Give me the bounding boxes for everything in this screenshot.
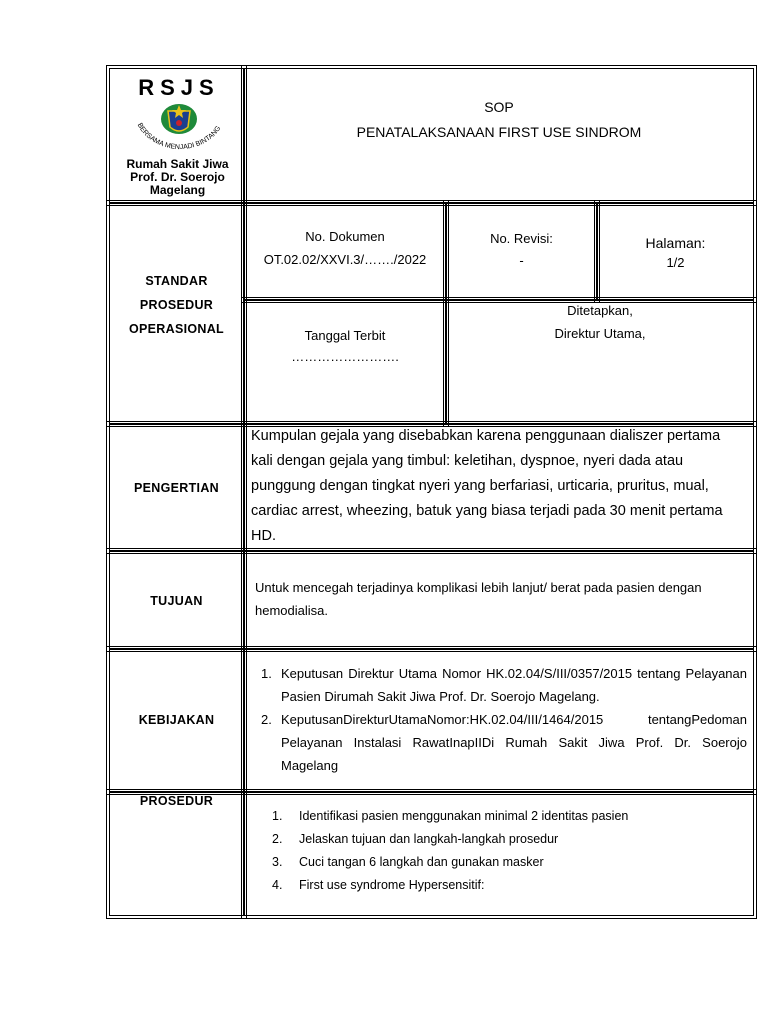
tanggal-terbit-value: ……………………. <box>291 349 399 364</box>
kebijakan-content-cell <box>244 649 754 792</box>
sop-label-line-1: STANDAR <box>145 274 208 288</box>
tujuan-label-cell <box>109 551 244 649</box>
prosedur-content-cell <box>244 792 754 916</box>
sop-document-table <box>109 68 754 916</box>
hospital-name-line-2: Prof. Dr. Soerojo <box>130 170 225 184</box>
kebijakan-item-1: 1. Keputusan Direktur Utama Nomor HK.02.04/S/III/0357/2015 tentang Pelayanan Pasien Dirumah Sakit Jiwa Prof. Dr. Soerojo Magelang. <box>261 666 747 704</box>
title-cell <box>244 68 754 203</box>
prosedur-label-cell <box>109 792 244 916</box>
pengertian-label-cell <box>109 424 244 551</box>
prosedur-item-3-text: Cuci tangan 6 langkah dan gunakan masker <box>299 855 544 869</box>
sop-label-line-3: OPERASIONAL <box>129 322 224 336</box>
no-dokumen-cell <box>244 203 446 300</box>
halaman-value: 1/2 <box>666 255 685 270</box>
prosedur-item-4: 4. First use syndrome Hypersensitif: <box>272 878 485 892</box>
no-dokumen-value: OT.02.02/XXVI.3/……./2022 <box>263 252 427 267</box>
no-dokumen-label: No. Dokumen <box>305 229 385 244</box>
tujuan-label: TUJUAN <box>150 594 203 608</box>
halaman-cell <box>597 203 754 300</box>
logo-lettering: RSJS <box>138 75 220 100</box>
tanggal-terbit-label: Tanggal Terbit <box>304 328 386 343</box>
kebijakan-list <box>261 662 747 777</box>
prosedur-item-2: 2. Jelaskan tujuan dan langkah-langkah prosedur <box>272 832 559 846</box>
doc-title: PENATALAKSANAAN FIRST USE SINDROM <box>356 124 642 140</box>
sop-label-line-2: PROSEDUR <box>139 298 214 312</box>
prosedur-item-3: 3. Cuci tangan 6 langkah dan gunakan masker <box>272 855 544 869</box>
prosedur-item-2-text: Jelaskan tujuan dan langkah-langkah prosedur <box>299 832 559 846</box>
doc-type: SOP <box>484 99 514 115</box>
no-revisi-value: - <box>519 253 524 268</box>
direktur-label: Direktur Utama, <box>554 326 646 341</box>
prosedur-item-4-text: First use syndrome Hypersensitif: <box>299 878 485 892</box>
logo-motto: BERSAMA MENJADI BINTANG <box>135 122 223 152</box>
no-revisi-label: No. Revisi: <box>490 231 553 246</box>
no-revisi-cell <box>446 203 597 300</box>
prosedur-item-1-text: Identifikasi pasien menggunakan minimal 2 identitas pasien <box>299 809 629 823</box>
ditetapkan-cell <box>446 300 754 424</box>
prosedur-item-1: 1. Identifikasi pasien menggunakan minimal 2 identitas pasien <box>272 809 629 823</box>
tanggal-terbit-cell <box>244 300 446 424</box>
tujuan-text: Untuk mencegah terjadinya komplikasi lebih lanjut/ berat pada pasien dengan hemodialisa. <box>255 580 702 618</box>
hospital-name-line-3: Magelang <box>149 183 206 197</box>
kebijakan-item-2-text: KeputusanDirekturUtamaNomor:HK.02.04/III/1464/2015 tentangPedoman Pelayanan Instalasi RawatInapIIDi Rumah Sakit Jiwa Prof. Dr. Soerojo Magelang <box>281 712 747 773</box>
prosedur-list <box>272 805 742 897</box>
sop-label-cell <box>109 203 244 424</box>
logo-cell <box>109 68 244 203</box>
kebijakan-item-2: 2. KeputusanDirekturUtamaNomor:HK.02.04/III/1464/2015 tentangPedoman Pelayanan Instalasi RawatInapIIDi Rumah Sakit Jiwa Prof. Dr. Soerojo Magelang <box>261 712 747 773</box>
pengertian-content-cell <box>244 424 754 551</box>
kebijakan-label: KEBIJAKAN <box>138 713 215 727</box>
halaman-label: Halaman: <box>645 235 706 251</box>
tujuan-content-cell <box>244 551 754 649</box>
pengertian-text: Kumpulan gejala yang disebabkan karena penggunaan dialiszer pertama kali dengan gejala yang timbul: keletihan, dyspnoe, nyeri dada atau punggung dengan tingkat nyeri yang berfariasi, urticaria, pruritus, mual, cardiac arrest, wheezing, batuk yang biasa terjadi pada 30 menit pertama HD. <box>251 428 723 544</box>
ditetapkan-label: Ditetapkan, <box>567 303 633 318</box>
hospital-logo <box>120 73 238 153</box>
prosedur-label: PROSEDUR <box>139 794 214 808</box>
kebijakan-item-1-text: Keputusan Direktur Utama Nomor HK.02.04/S/III/0357/2015 tentang Pelayanan Pasien Dirumah Sakit Jiwa Prof. Dr. Soerojo Magelang. <box>281 666 747 704</box>
hospital-name-line-1: Rumah Sakit Jiwa <box>126 157 229 171</box>
kebijakan-label-cell <box>109 649 244 792</box>
pengertian-label: PENGERTIAN <box>134 481 219 495</box>
